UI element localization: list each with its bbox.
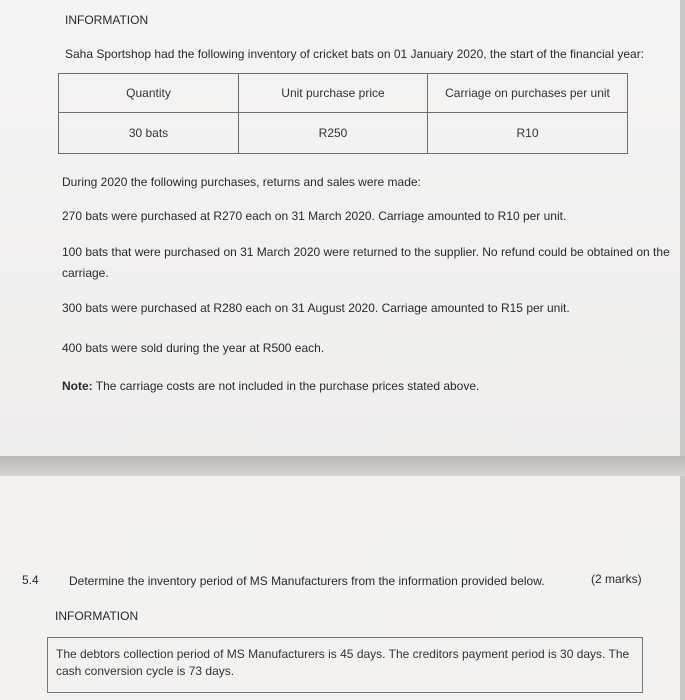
table-header-row <box>59 74 628 113</box>
note-line <box>62 379 479 393</box>
page-separator <box>0 456 685 476</box>
cell-carriage: R10 <box>428 113 628 154</box>
inventory-table <box>58 73 628 154</box>
info-heading: INFORMATION <box>65 13 149 27</box>
header-quantity: Quantity <box>59 74 239 113</box>
marks-label: (2 marks) <box>591 572 642 586</box>
question-text: Determine the inventory period of MS Manufacturers from the information provided below. <box>69 574 545 588</box>
event-sales: 400 bats were sold during the year at R500 each. <box>62 341 325 355</box>
note-label: Note: <box>62 379 93 393</box>
cell-unit-price: R250 <box>239 113 428 154</box>
info-heading-2: INFORMATION <box>55 609 139 623</box>
info-box: The debtors collection period of MS Manufacturers is 45 days. The creditors payment period is 30 days. The cash conversion cycle is 73 days. <box>47 637 643 693</box>
header-carriage: Carriage on purchases per unit <box>428 74 628 113</box>
table-row <box>59 113 628 154</box>
cell-quantity: 30 bats <box>59 113 239 154</box>
event-purchase-march: 270 bats were purchased at R270 each on 31 March 2020. Carriage amounted to R10 per unit. <box>62 209 567 223</box>
header-unit-price: Unit purchase price <box>239 74 428 113</box>
events-lead: During 2020 the following purchases, returns and sales were made: <box>62 175 421 189</box>
question-number: 5.4 <box>22 573 39 587</box>
event-purchase-august: 300 bats were purchased at R280 each on 31 August 2020. Carriage amounted to R15 per unit. <box>62 301 570 315</box>
event-return-line2: carriage. <box>62 266 109 280</box>
note-text: The carriage costs are not included in the purchase prices stated above. <box>95 379 480 393</box>
event-return-line1: 100 bats that were purchased on 31 March 2020 were returned to the supplier. No refund could be obtained on the <box>62 245 670 259</box>
intro-text: Saha Sportshop had the following inventory of cricket bats on 01 January 2020, the start of the financial year: <box>65 47 645 61</box>
